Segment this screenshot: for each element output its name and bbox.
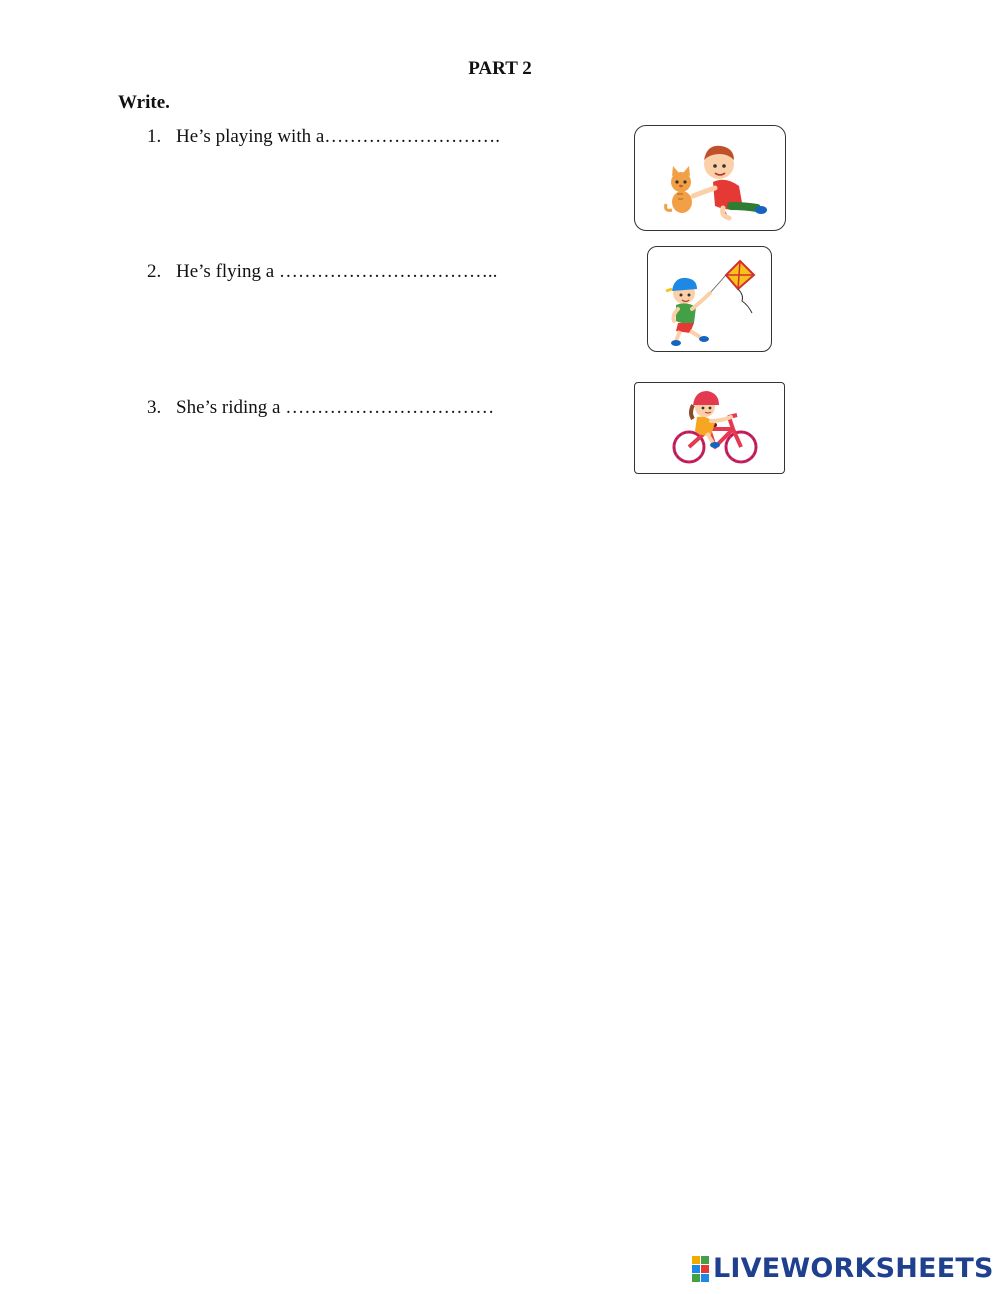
question-text: He’s flying a ……………………………..	[176, 261, 498, 282]
question-1	[147, 126, 500, 148]
question-number: 3.	[147, 397, 162, 418]
question-number: 1.	[147, 126, 162, 147]
question-3	[147, 397, 494, 419]
boy-playing-with-cat-icon	[634, 125, 786, 231]
boy-flying-kite-icon	[647, 246, 772, 352]
question-number: 2.	[147, 261, 162, 282]
question-2	[147, 261, 497, 283]
brand-name: LIVEWORKSHEETS	[713, 1253, 994, 1284]
instruction: Write.	[118, 92, 170, 113]
question-text: She’s riding a ……………………………	[176, 397, 495, 418]
question-text: He’s playing with a……………………….	[176, 126, 501, 147]
liveworksheets-logo	[692, 1253, 994, 1284]
girl-riding-bike-icon	[634, 382, 785, 474]
blocks-logo-icon	[692, 1256, 710, 1282]
part-title: PART 2	[468, 58, 532, 79]
